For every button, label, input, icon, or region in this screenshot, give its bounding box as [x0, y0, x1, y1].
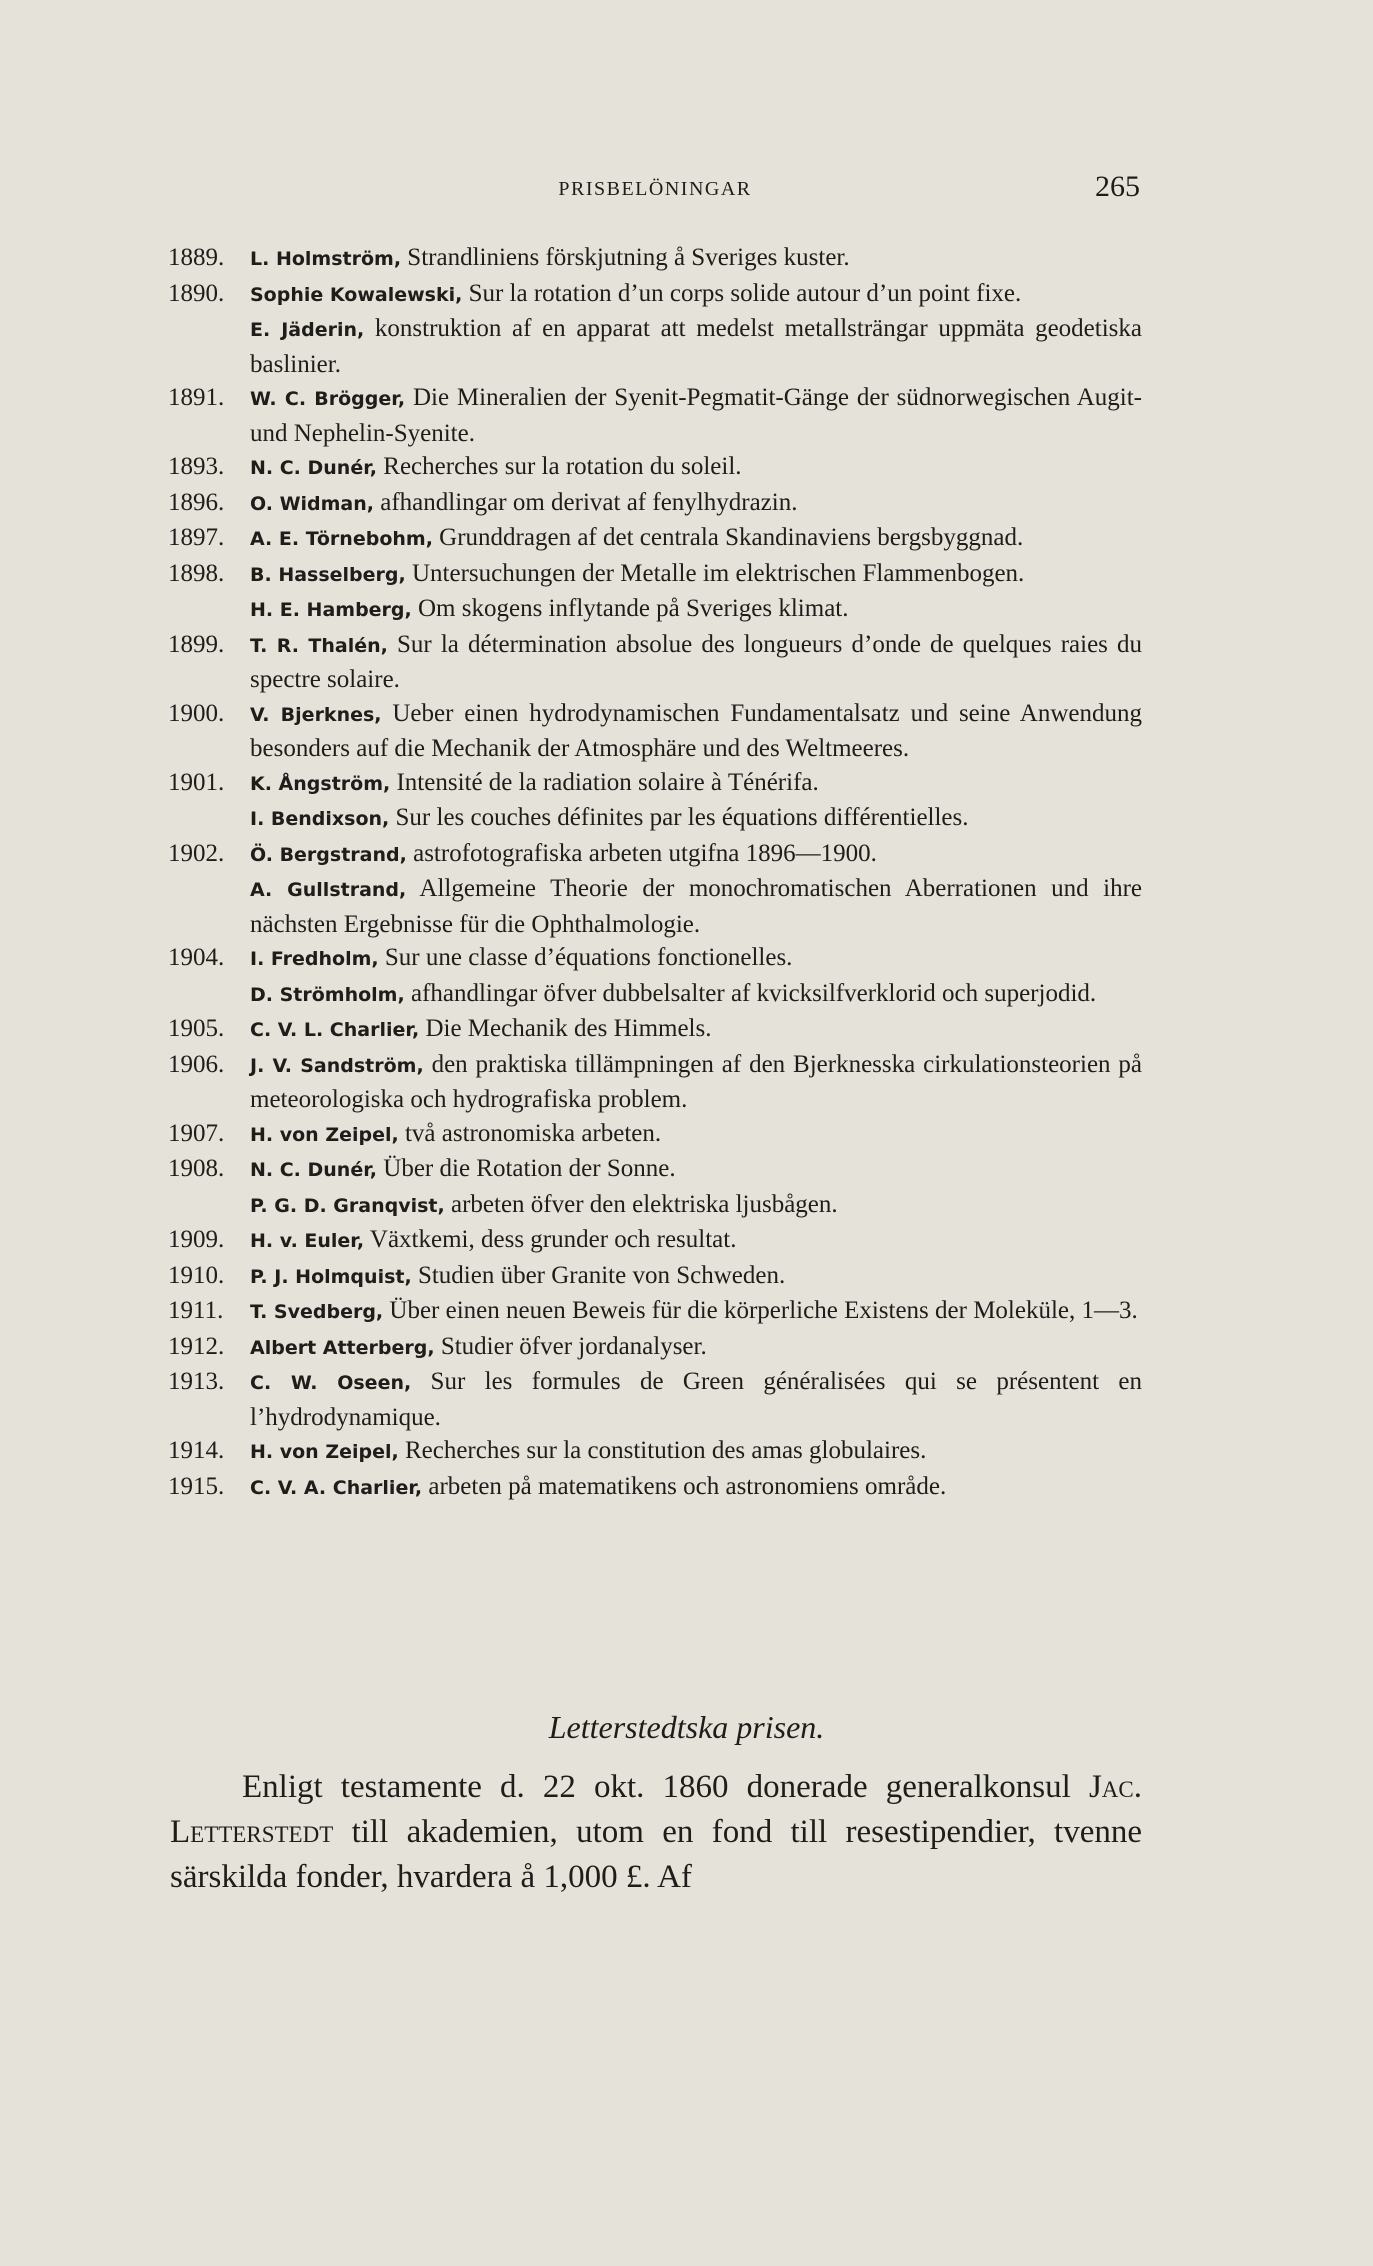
- entry-year: 1898.: [168, 559, 225, 587]
- entry-title: Die Mineralien der Syenit-Pegmatit-Gänge der südnorwegischen Augit- und Nephelin-Syenite.: [250, 384, 1142, 447]
- running-title: PRISBELÖNINGAR: [558, 178, 752, 200]
- entry-year: 1911.: [168, 1297, 224, 1324]
- prize-entry: [168, 381, 1142, 450]
- prize-entry: [168, 1434, 1142, 1470]
- entry-title: Växtkemi, dess grunder och resultat.: [364, 1226, 737, 1253]
- prize-entry: [168, 1117, 1142, 1153]
- prize-entry: [168, 450, 1142, 486]
- entry-author: V. Bjerknes,: [250, 703, 382, 726]
- entry-text: [250, 1294, 1142, 1330]
- prize-entry: [168, 1330, 1142, 1366]
- entry-title: Recherches sur la constitution des amas globulaires.: [398, 1437, 927, 1464]
- entry-title: Untersuchungen der Metalle im elektrischen Flammenbogen.: [405, 559, 1025, 587]
- entry-title: konstruktion af en apparat att medelst metallsträngar uppmäta geodetiska baslinier.: [250, 315, 1142, 378]
- prize-entry: [168, 872, 1142, 941]
- entry-year: 1902.: [168, 839, 225, 867]
- donor-name: Jac. Letterstedt: [170, 1769, 1142, 1850]
- entry-text: [250, 241, 1142, 277]
- section-title: Letterstedtska prisen.: [548, 1709, 825, 1745]
- entry-year: 1899.: [168, 630, 225, 658]
- entry-year: 1905.: [168, 1015, 225, 1042]
- entry-title: astrofotografiska arbeten utgifna 1896—1900.: [406, 839, 877, 867]
- entry-title: Ueber einen hydrodynamischen Fundamentalsatz und seine Anwendung besonders auf die Mechanik der Atmosphäre und des Weltmeeres.: [250, 699, 1142, 762]
- prize-entry: [168, 592, 1142, 628]
- prize-entry: [168, 557, 1142, 593]
- entry-title: Die Mechanik des Himmels.: [419, 1015, 712, 1042]
- entry-text: [250, 1330, 1142, 1366]
- prize-entry: [168, 801, 1142, 837]
- page-header: [170, 170, 1140, 214]
- entry-text: [250, 766, 1142, 802]
- entry-author: I. Bendixson,: [250, 808, 390, 830]
- entry-author: C. V. L. Charlier,: [250, 1019, 420, 1041]
- entry-author: Sophie Kowalewski,: [250, 283, 463, 306]
- entry-year: 1913.: [168, 1368, 225, 1395]
- entry-year: 1900.: [168, 699, 225, 727]
- entry-author: N. C. Dunér,: [250, 1159, 378, 1181]
- entry-author: I. Fredholm,: [250, 948, 379, 970]
- prize-entry: [168, 1365, 1142, 1434]
- entry-year: 1897.: [168, 524, 225, 551]
- entry-text: [250, 1048, 1142, 1117]
- entry-year: 1891.: [168, 384, 225, 411]
- entry-text: [250, 381, 1142, 450]
- entry-author: H. E. Hamberg,: [250, 599, 412, 621]
- entry-text: [250, 486, 1142, 522]
- section-paragraph: [170, 1765, 1142, 1900]
- prize-entry: [168, 766, 1142, 802]
- entry-author: B. Hasselberg,: [250, 563, 406, 586]
- entry-author: E. Jäderin,: [250, 319, 365, 341]
- entry-title: Recherches sur la rotation du soleil.: [377, 453, 742, 480]
- entry-author: H. v. Euler,: [250, 1230, 365, 1252]
- entry-text: [250, 697, 1142, 766]
- entry-year: 1896.: [168, 488, 225, 516]
- prize-entry: [168, 241, 1142, 277]
- entry-title: arbeten öfver den elektriska ljusbågen.: [444, 1190, 838, 1218]
- prize-entry: [168, 312, 1142, 381]
- entry-text: [250, 628, 1142, 697]
- entry-text: [250, 875, 1142, 938]
- prize-list: [168, 241, 1142, 1505]
- entry-author: J. V. Sandström,: [250, 1054, 424, 1077]
- entry-text: [250, 1259, 1142, 1295]
- entry-author: Albert Atterberg,: [250, 1336, 435, 1359]
- page-number: 265: [1095, 170, 1140, 203]
- entry-title: Über einen neuen Beweis für die körperliche Existens der Moleküle, 1—3.: [383, 1297, 1138, 1324]
- entry-title: Allgemeine Theorie der monochromatischen Aberrationen und ihre nächsten Ergebnisse für die Ophthalmologie.: [250, 875, 1143, 938]
- entry-text: [250, 1152, 1142, 1188]
- entry-title: Sur la rotation d’un corps solide autour d’un point fixe.: [462, 279, 1022, 307]
- entry-title: Sur une classe d’équations fonctionelles.: [378, 944, 793, 971]
- prize-entry: [168, 1259, 1142, 1295]
- entry-year: 1908.: [168, 1155, 225, 1182]
- prize-entry: [168, 1012, 1142, 1048]
- prize-entry: [168, 1048, 1142, 1117]
- paragraph-text-end: till akademien, utom en fond till resestipendier, tvenne särskilda fonder, hvardera å 1,000 £. Af: [170, 1814, 1142, 1895]
- entry-year: 1890.: [168, 279, 225, 307]
- prize-entry: [168, 1470, 1142, 1506]
- entry-text: [250, 1223, 1142, 1259]
- paragraph-text-start: Enligt testamente d. 22 okt. 1860 donerade generalkonsul: [242, 1769, 1089, 1805]
- entry-author: N. C. Dunér,: [250, 457, 378, 479]
- prize-entry: [168, 977, 1142, 1013]
- entry-text: [250, 941, 1142, 977]
- entry-title: Studier öfver jordanalyser.: [434, 1332, 707, 1360]
- entry-year: 1915.: [168, 1472, 225, 1500]
- entry-author: K. Ångström,: [250, 772, 391, 795]
- entry-text: [250, 277, 1142, 313]
- entry-text: [250, 595, 848, 622]
- entry-text: [250, 1365, 1142, 1434]
- entry-author: W. C. Brögger,: [250, 388, 406, 410]
- entry-year: 1912.: [168, 1332, 225, 1360]
- entry-title: Om skogens inflytande på Sveriges klimat.: [411, 595, 849, 622]
- entry-author: L. Holmström,: [250, 248, 402, 270]
- entry-author: H. von Zeipel,: [250, 1123, 399, 1146]
- entry-title: Sur les couches définites par les équations différentielles.: [389, 804, 969, 831]
- entry-title: Sur les formules de Green généralisées qui se présentent en l’hydrodynamique.: [250, 1368, 1142, 1431]
- entry-author: T. Svedberg,: [250, 1301, 384, 1323]
- entry-year: 1906.: [168, 1050, 225, 1078]
- prize-entry: [168, 837, 1142, 873]
- entry-title: Strandliniens förskjutning å Sveriges kuster.: [401, 244, 850, 271]
- entry-text: [250, 521, 1142, 557]
- entry-text: [250, 315, 1142, 378]
- entry-year: 1901.: [168, 768, 225, 796]
- entry-author: P. G. D. Granqvist,: [250, 1194, 445, 1217]
- prize-entry: [168, 1152, 1142, 1188]
- entry-title: den praktiska tillämpningen af den Bjerknesska cirkulationsteorien på meteorologiska och hydrografiska problem.: [250, 1050, 1142, 1113]
- entry-author: T. R. Thalén,: [250, 634, 388, 657]
- entry-year: 1889.: [168, 244, 225, 271]
- prize-entry: [168, 1294, 1142, 1330]
- entry-title: Grunddragen af det centrala Skandinaviens bergsbyggnad.: [432, 524, 1024, 551]
- prize-entry: [168, 277, 1142, 313]
- entry-year: 1910.: [168, 1261, 225, 1289]
- entry-title: arbeten på matematikens och astronomiens område.: [422, 1472, 947, 1500]
- entry-author: C. W. Oseen,: [250, 1372, 412, 1394]
- entry-author: A. E. Törnebohm,: [250, 528, 433, 550]
- entry-text: [250, 804, 969, 831]
- entry-author: D. Strömholm,: [250, 983, 405, 1006]
- entry-year: 1914.: [168, 1437, 225, 1464]
- entry-title: afhandlingar öfver dubbelsalter af kvicksilfverklorid och superjodid.: [404, 979, 1097, 1007]
- entry-author: O. Widman,: [250, 492, 375, 515]
- prize-entry: [168, 628, 1142, 697]
- entry-author: A. Gullstrand,: [250, 879, 407, 901]
- prize-entry: [168, 1223, 1142, 1259]
- prize-entry: [168, 521, 1142, 557]
- entry-title: Über die Rotation der Sonne.: [377, 1155, 676, 1182]
- prize-entry: [168, 1188, 1142, 1224]
- entry-author: C. V. A. Charlier,: [250, 1476, 423, 1499]
- entry-text: [250, 450, 1142, 486]
- entry-year: 1907.: [168, 1119, 225, 1147]
- entry-title: två astronomiska arbeten.: [398, 1119, 662, 1147]
- entry-text: [250, 557, 1142, 593]
- entry-year: 1904.: [168, 944, 225, 971]
- entry-title: afhandlingar om derivat af fenylhydrazin.: [374, 488, 798, 516]
- entry-text: [250, 1434, 1142, 1470]
- entry-title: Sur la détermination absolue des longueurs d’onde de quelques raies du spectre solaire.: [250, 630, 1142, 693]
- entry-text: [250, 1117, 1142, 1153]
- entry-year: 1909.: [168, 1226, 225, 1253]
- entry-title: Studien über Granite von Schweden.: [411, 1261, 786, 1289]
- entry-text: [250, 837, 1142, 873]
- entry-text: [250, 1012, 1142, 1048]
- entry-text: [250, 1470, 1142, 1506]
- entry-author: P. J. Holmquist,: [250, 1265, 412, 1288]
- prize-entry: [168, 697, 1142, 766]
- entry-year: 1893.: [168, 453, 225, 480]
- entry-author: Ö. Bergstrand,: [250, 843, 407, 866]
- prize-entry: [168, 486, 1142, 522]
- entry-author: H. von Zeipel,: [250, 1441, 399, 1463]
- entry-text: [250, 1191, 838, 1218]
- entry-title: Intensité de la radiation solaire à Ténérifa.: [390, 768, 819, 796]
- prize-entry: [168, 941, 1142, 977]
- entry-text: [250, 980, 1096, 1007]
